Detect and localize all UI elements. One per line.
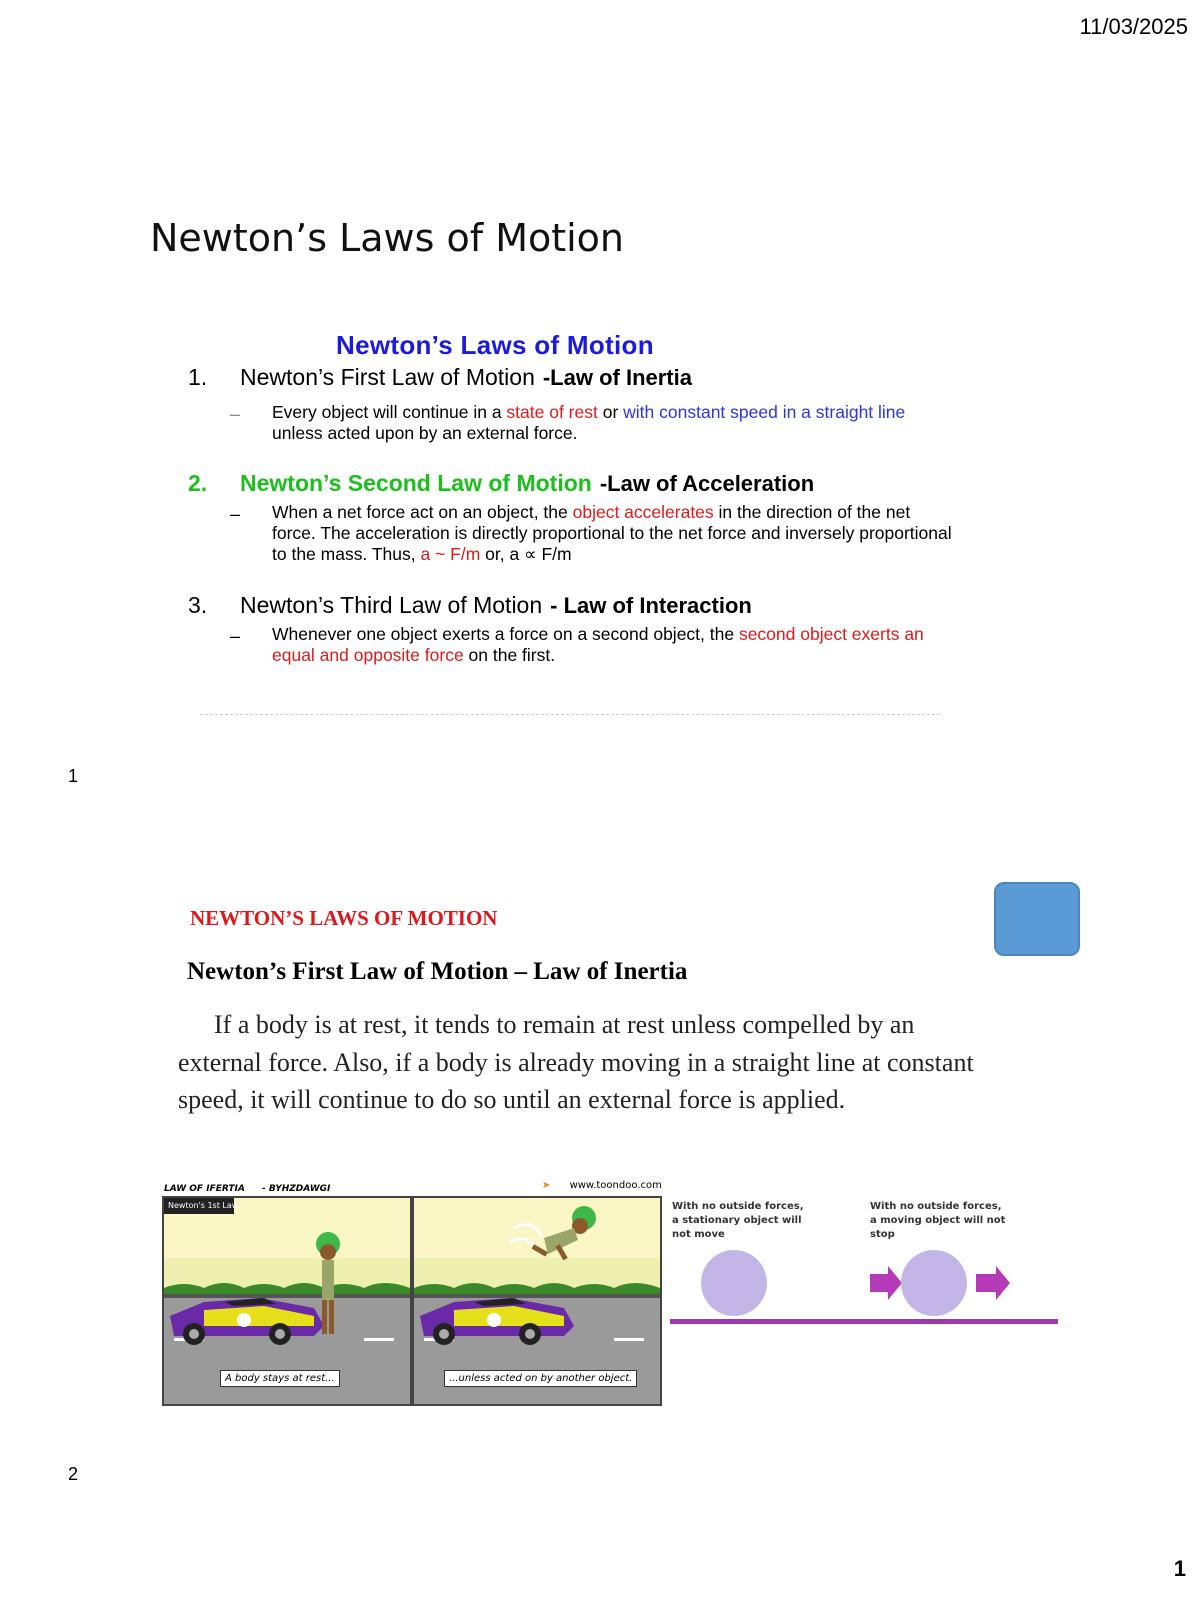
comic-site: www.toondoo.com — [569, 1180, 662, 1191]
comic-caption-1: A body stays at rest... — [220, 1370, 340, 1387]
law-2-number: 2. — [188, 470, 208, 496]
law-2-title-row — [188, 470, 814, 497]
comic-tag: Newton's 1st Law — [168, 1201, 239, 1210]
slide1-heading: Newton’s Laws of Motion — [336, 330, 654, 360]
law-1-subtitle: -Law of Inertia — [542, 365, 692, 390]
law-2-desc-segment: When a net force act on an object, the — [272, 502, 573, 522]
slide1-title: Newton’s Laws of Motion — [150, 216, 625, 260]
arrow-left-icon — [870, 1266, 902, 1300]
law-2-dash: – — [230, 504, 241, 524]
inertia-diagram — [670, 1240, 1070, 1340]
law-1-desc-segment: state of rest — [506, 402, 598, 422]
ground-line — [670, 1319, 1058, 1324]
comic-author: - BYHZDAWGI — [261, 1184, 331, 1194]
law-1-desc-segment: or — [597, 402, 624, 422]
law-3-subtitle: - Law of Interaction — [550, 593, 752, 618]
law-2-description — [272, 502, 952, 565]
law-3-title-row — [188, 592, 752, 619]
law-1-desc-segment: with constant speed in a straight line — [623, 402, 906, 422]
comic-title-row — [164, 1184, 330, 1194]
law-1-number: 1. — [188, 364, 208, 390]
law-1-title-row — [188, 364, 692, 391]
law-1-desc-segment: unless acted upon by an external force. — [272, 423, 578, 443]
slide2-heading: NEWTON’S LAWS OF MOTION — [190, 906, 498, 930]
stationary-ball — [701, 1250, 767, 1316]
law-2-name: Newton’s Second Law of Motion — [240, 470, 592, 496]
law-2-desc-segment: a ~ F/m — [420, 544, 481, 564]
slide1-page-number: 1 — [68, 766, 79, 786]
law-1-description — [272, 402, 952, 444]
comic-panel-1 — [162, 1196, 412, 1406]
law-3-desc-segment: Whenever one object exerts a force on a second object, the — [272, 624, 739, 644]
law-3-desc-segment: on the first. — [463, 645, 556, 665]
moving-ball — [901, 1250, 967, 1316]
slide2-paragraph: If a body is at rest, it tends to remain at rest unless compelled by an external force. Also, if a body is already moving in a straight line at constant speed, it will continue to do so until an external force is applied. — [178, 1010, 974, 1114]
law-3-dash: – — [230, 626, 241, 646]
law-3-description — [272, 624, 952, 666]
blue-rounded-box — [994, 882, 1080, 956]
arrow-right-icon — [976, 1266, 1010, 1300]
comic-site-row — [542, 1180, 662, 1191]
diagram-right-text: With no outside forces, a moving object will not stop — [870, 1201, 1006, 1240]
comic-panel-2 — [412, 1196, 662, 1406]
law-1-name: Newton’s First Law of Motion — [240, 364, 535, 390]
page-number: 1 — [1173, 1556, 1186, 1581]
law-3-desc-segment: second object exerts an equal and opposite force — [272, 624, 924, 665]
slide2-page-number: 2 — [68, 1464, 79, 1484]
date-stamp: 11/03/2025 — [1079, 14, 1188, 39]
law-2-desc-segment: or, a ∝ F/m — [480, 544, 572, 564]
law-1-desc-segment: Every object will continue in a — [272, 402, 507, 422]
comic-title: LAW OF IFERTIA — [164, 1184, 245, 1194]
toondoo-logo-icon: ➤ — [542, 1180, 551, 1191]
slide1-bottom-divider — [200, 714, 940, 716]
law-2-desc-segment: in the direction of the net force. The acceleration is directly proportional to the net force and inversely proportional to the mass. Thus, — [272, 502, 952, 564]
law-2-subtitle: -Law of Acceleration — [599, 471, 815, 496]
law-2-desc-segment: object accelerates — [572, 502, 714, 522]
diagram-left-text: With no outside forces, a stationary object will not move — [672, 1201, 804, 1240]
law-3-name: Newton’s Third Law of Motion — [240, 592, 543, 618]
law-1-dash: – — [230, 404, 241, 424]
law-3-number: 3. — [188, 592, 208, 618]
comic-caption-2: ...unless acted on by another object. — [444, 1370, 637, 1387]
slide2-subheading: Newton’s First Law of Motion – Law of Inertia — [187, 958, 688, 985]
